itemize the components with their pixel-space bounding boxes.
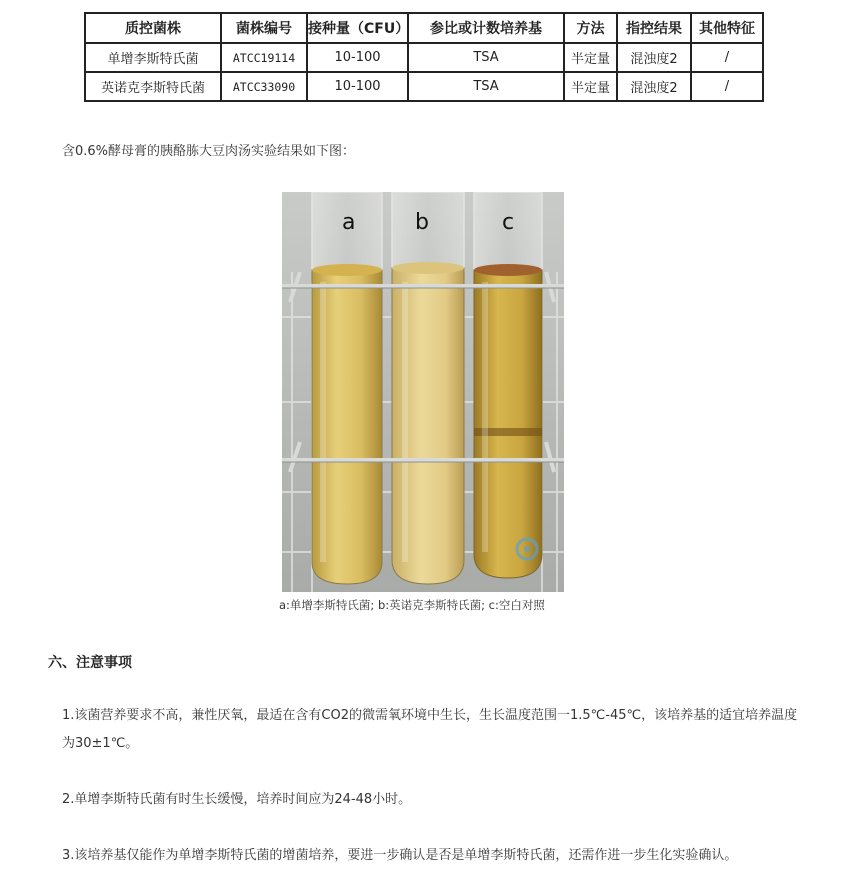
- table-header-row: [85, 13, 763, 43]
- cell-strain: 英诺克李斯特氏菌: [85, 72, 221, 101]
- header-inoculum: 接种量（CFU）: [307, 13, 408, 43]
- cell-method: 半定量: [564, 72, 617, 101]
- header-method: 方法: [564, 13, 617, 43]
- cell-inoculum: 10-100: [307, 43, 408, 72]
- header-other: 其他特征: [691, 13, 763, 43]
- table-row: [85, 43, 763, 72]
- header-strain-code: 菌株编号: [221, 13, 307, 43]
- tube-label-c: c: [502, 210, 515, 235]
- cell-strain: 单增李斯特氏菌: [85, 43, 221, 72]
- cell-result: 混浊度2: [617, 43, 691, 72]
- cell-result: 混浊度2: [617, 72, 691, 101]
- cell-method: 半定量: [564, 43, 617, 72]
- note-item: 1.该菌营养要求不高，兼性厌氧，最适在含有CO2的微需氧环境中生长，生长温度范围一1.5℃-45℃，该培养基的适宜培养温度为30±1℃。: [62, 708, 798, 751]
- section-title: 六、注意事项: [48, 655, 132, 671]
- cell-other: /: [691, 72, 763, 101]
- header-reference-medium: 参比或计数培养基: [408, 13, 564, 43]
- cell-inoculum: 10-100: [307, 72, 408, 101]
- tube-label-a: a: [342, 210, 356, 235]
- quality-control-table: [84, 12, 764, 102]
- photo-caption: a:单增李斯特氏菌; b:英诺克李斯特氏菌; c:空白对照: [279, 598, 545, 612]
- header-strain: 质控菌株: [85, 13, 221, 43]
- tube-label-b: b: [415, 210, 429, 235]
- intro-text: 含0.6%酵母膏的胰酪胨大豆肉汤实验结果如下图：: [62, 144, 356, 159]
- cell-strain-code: ATCC19114: [221, 43, 307, 72]
- test-tube-photo: [282, 192, 564, 592]
- cell-other: /: [691, 43, 763, 72]
- table-row: [85, 72, 763, 101]
- note-item: 2.单增李斯特氏菌有时生长缓慢，培养时间应为24-48小时。: [62, 792, 412, 807]
- cell-medium: TSA: [408, 72, 564, 101]
- cell-medium: TSA: [408, 43, 564, 72]
- note-item: 3.该培养基仅能作为单增李斯特氏菌的增菌培养，要进一步确认是否是单增李斯特氏菌，还需作进一步生化实验确认。: [62, 848, 738, 863]
- header-result: 指控结果: [617, 13, 691, 43]
- cell-strain-code: ATCC33090: [221, 72, 307, 101]
